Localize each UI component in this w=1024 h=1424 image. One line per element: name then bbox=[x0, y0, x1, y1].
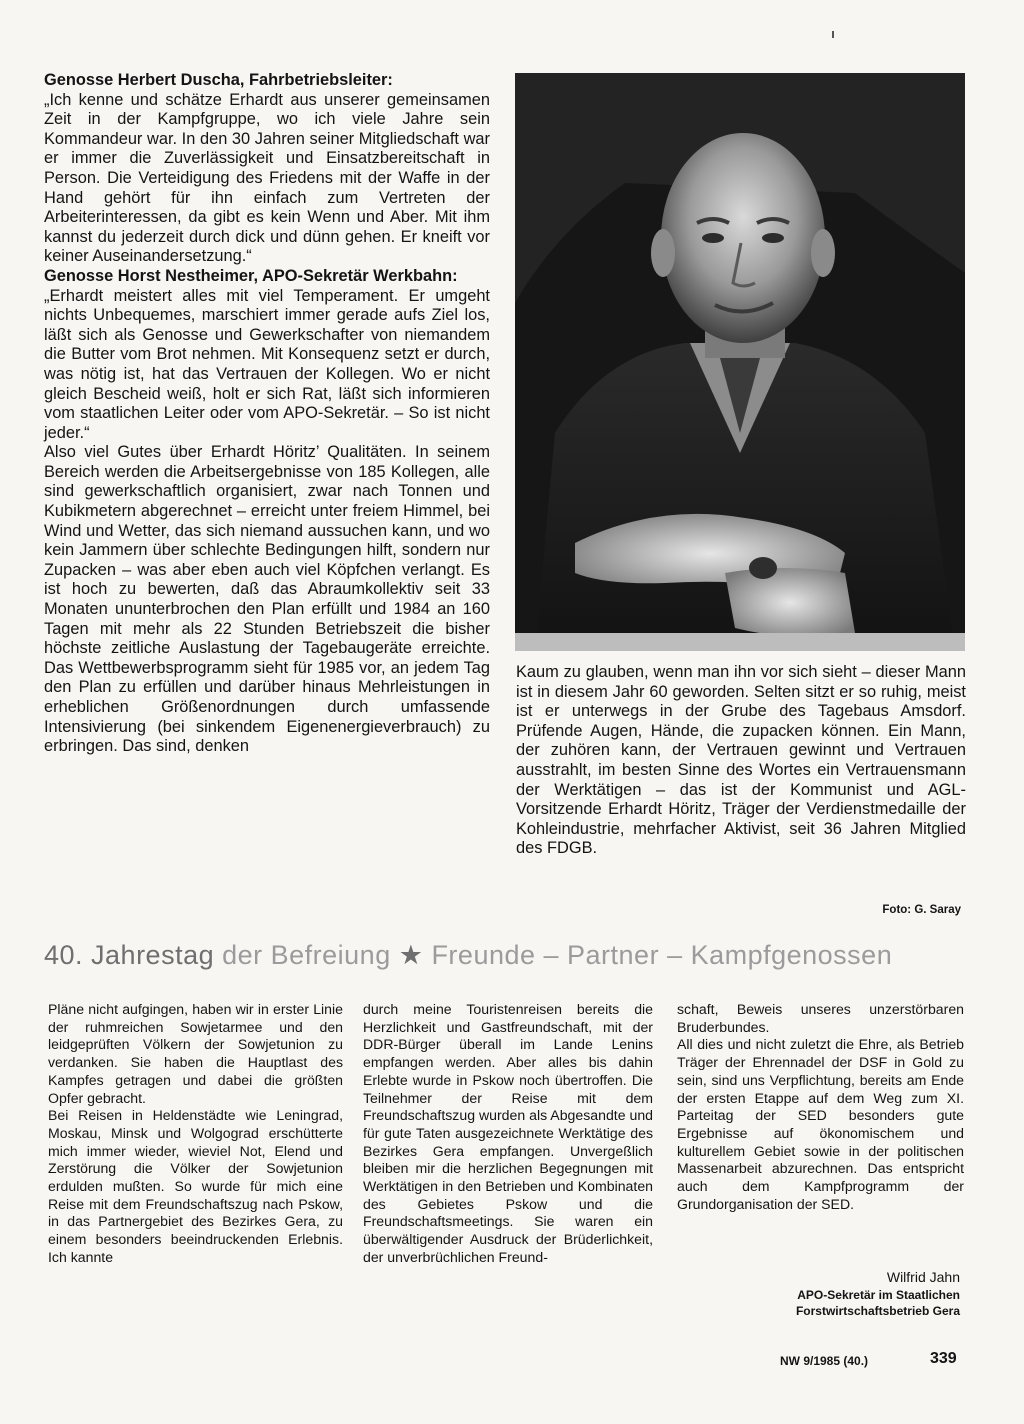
issue-reference: NW 9/1985 (40.) bbox=[780, 1354, 869, 1368]
article-column bbox=[44, 71, 490, 757]
section-banner bbox=[44, 940, 974, 971]
banner-part: der Befreiung bbox=[214, 940, 399, 970]
body-paragraph: durch meine Touristenreisen bereits die Herzlichkeit und Gastfreundschaft, mit der DDR-Bürger überall im Lande Lenins empfangen werden. Aber alles bis dahin Erlebte wurde in Pskow noch übertroffen. Die Teilnehmer der Reise mit dem Freundschaftszug wurden als Abgesandte und für gute Taten ausgezeichnete Werktätige des Bezirkes Gera empfangen. Unvergeßlich bleiben mir die herzlichen Begegnungen mit Werktätigen in den Betrieben und Kombinaten des Gebietes Pskow und die Freundschaftsmeetings. Sie waren ein überwältigender Ausdruck der Brüderlichkeit, der unverbrüchlichen Freund- bbox=[363, 1001, 653, 1265]
caption-text: Kaum zu glauben, wenn man ihn vor sich sieht – dieser Mann ist in diesem Jahr 60 geworden. Selten sitzt er so ruhig, meist ist er unterwegs in der Grube des Tagebaus Amsdorf. Prüfende Augen, Hände, die zupacken können. Ein Mann, der zuhören kann, der Vertrauen gewinnt und Vertrauen ausstrahlt, im besten Sinne des Wortes ein Vertrauensmann der Werktätigen – das ist der Kommunist und AGL-Vorsitzende Erhardt Höritz, Träger der Verdienstmedaille der Kohleindustrie, mehrfacher Aktivist, seit 36 Jahren Mitglied des FDGB. bbox=[516, 663, 966, 858]
photo-credit: Foto: G. Saray bbox=[882, 904, 961, 916]
banner-part: Freunde – Partner – Kampfgenossen bbox=[423, 940, 893, 970]
body-paragraph: Bei Reisen in Heldenstädte wie Leningrad, Moskau, Minsk und Wolgograd erschütterte mich immer wieder, wieviel Not, Elend und Zerstörung die Völker der Sowjetunion erdulden mußten. So wurde für mich eine Reise mit dem Freundschaftszug nach Pskow, in das Partnergebiet des Bezirkes Gera, zu einem besonders beeindruckenden Erlebnis. Ich kannte bbox=[48, 1107, 343, 1265]
body-paragraph: Pläne nicht aufgingen, haben wir in erster Linie der ruhmreichen Sowjetarmee und den leidgeprüften Völkern der Sowjetunion zu verdanken. Sie haben die Hauptlast des Kampfes getragen und dabei die größten Opfer gebracht. bbox=[48, 1001, 343, 1106]
quote-paragraph: „Ich kenne und schätze Erhardt aus unserer gemeinsamen Zeit in der Kampfgruppe, wo ich viele Jahre sein Kommandeur war. In den 30 Jahren seiner Mitgliedschaft war er immer die Zuverlässigkeit und Einsatzbereitschaft in Person. Die Verteidigung des Friedens mit der Waffe in der Hand gehört für ihn einfach zum Vertreten der Arbeiterinteressen, da gibt es kein Wenn und Aber. Mit ihm kannst du jederzeit durch dick und dünn gehen. Er kneift vor keiner Auseinandersetzung.“ bbox=[44, 90, 490, 266]
lower-column-1 bbox=[48, 1001, 343, 1267]
portrait-illustration bbox=[515, 73, 965, 651]
body-paragraph: Also viel Gutes über Erhardt Höritz’ Qualitäten. In seinem Bereich werden die Arbeitsergebnisse von 185 Kollegen, alle sind gewerkschaftlich organisiert, zwar nach Tonnen und Kubikmetern abgerechnet – erreicht unter freiem Himmel, bei Wind und Wetter, das sich niemand aussuchen kann, und wo kein Jammern über schlechte Bedingungen hilft, sondern nur Zupacken – was aber eben auch viel Köpfchen verlangt. Es ist hoch zu bewerten, daß das Abraumkollektiv seit 33 Monaten ununterbrochen den Plan erfüllt und 1984 an 160 Tagen mit mehr als 22 Stunden Betriebszeit die bisher höchste zeitliche Auslastung der Tagebaugeräte erreichte. Das Wettbewerbsprogramm sieht für 1985 vor, an jedem Tag den Plan zu erfüllen und darüber hinaus Mehrleistungen in erheblichen Größenordnungen durch umfassende Intensivierung (bei sinkendem Eigenenergieverbrauch) zu erbringen. Das sind, denken bbox=[44, 443, 490, 756]
banner-part: 40. Jahrestag bbox=[44, 940, 215, 970]
speaker-name: Genosse Horst Nestheimer, APO-Sekretär Werkbahn: bbox=[44, 266, 458, 285]
body-paragraph: schaft, Beweis unseres unzerstörbaren Bruderbundes. bbox=[677, 1001, 964, 1035]
photo-caption bbox=[516, 663, 966, 859]
body-paragraph: All dies und nicht zuletzt die Ehre, als Betrieb Träger der Ehrennadel der DSF in Gold zu sein, sind uns Verpflichtung, bereits am Ende der ersten Etappe auf dem Weg zum XI. Parteitag der SED besonders gute Ergebnisse auf ökonomischem und kulturellem Gebiet sowie in der politischen Massenarbeit abzurechnen. Das entspricht auch dem Kampfprogramm der Grundorganisation der SED. bbox=[677, 1036, 964, 1212]
lower-column-2 bbox=[363, 1001, 653, 1267]
stray-mark bbox=[832, 31, 834, 38]
author-name: Wilfrid Jahn bbox=[886, 1269, 960, 1285]
quote-paragraph: „Erhardt meistert alles mit viel Temperament. Er umgeht nichts Unbequemes, marschiert immer gerade aufs Ziel los, läßt sich als Genosse und Gewerkschafter von niemandem die Butter vom Brot nehmen. Mit Konsequenz setzt er durch, was nötig ist, hat das Vertrauen der Kollegen. Wo er nicht gleich Bescheid weiß, holt er sich Rat, läßt sich informieren vom staatlichen Leiter oder vom APO-Sekretär. – So ist nicht jeder.“ bbox=[44, 286, 490, 442]
page-number: 339 bbox=[930, 1350, 957, 1367]
lower-column-3 bbox=[677, 1001, 964, 1213]
portrait-photo bbox=[515, 73, 965, 651]
author-role: APO-Sekretär im Staatlichen Forstwirtschaftsbetrieb Gera bbox=[795, 1288, 960, 1318]
star-icon: ★ bbox=[398, 940, 424, 970]
speaker-name: Genosse Herbert Duscha, Fahrbetriebsleiter: bbox=[44, 71, 393, 89]
